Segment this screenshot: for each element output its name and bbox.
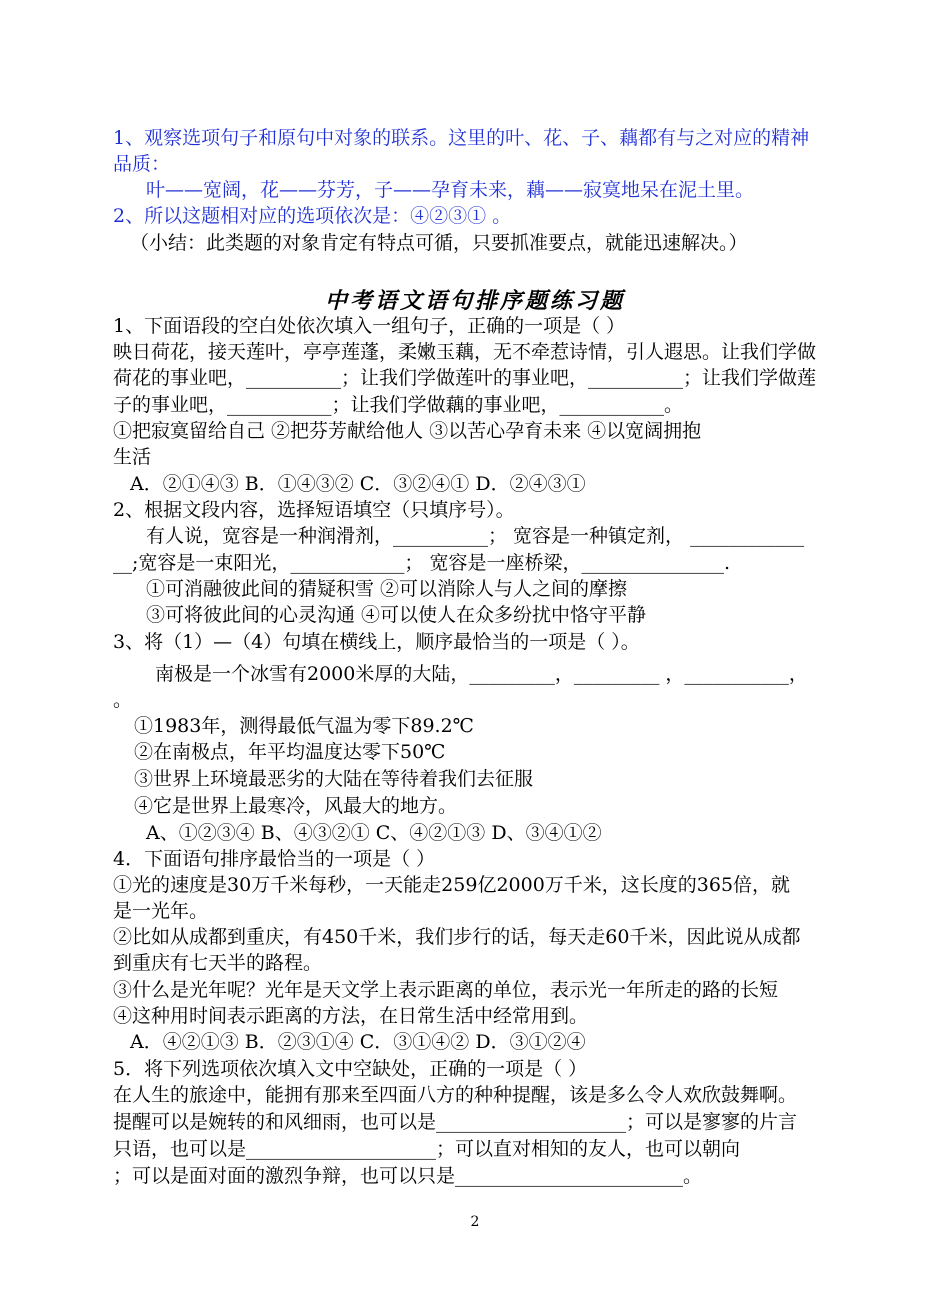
- q3-line-6: ③世界上环境最恶劣的大陆在等待着我们去征服: [134, 768, 534, 790]
- q2-line-3: __;宽容是一束阳光，____________； 宽容是一座桥梁，_______________.: [113, 552, 730, 574]
- q5-line-2: 在人生的旅途中，能拥有那来至四面八方的种种提醒，该是多么令人欢欣鼓舞啊。: [113, 1084, 798, 1106]
- summary-line-1: 1、观察选项句子和原句中对象的联系。这里的叶、花、子、藕都有与之对应的精神: [113, 127, 810, 149]
- q5-line-4: 只语，也可以是____________________；可以直对相知的友人，也可以朝向: [113, 1138, 741, 1160]
- q2-line-1: 2、根据文段内容，选择短语填空（只填序号）。: [113, 499, 515, 521]
- q4-line-1: 4．下面语句排序最恰当的一项是（ ）: [113, 848, 436, 870]
- q5-line-5: ；可以是面对面的激烈争辩，也可以只是________________________。: [113, 1165, 703, 1187]
- q4-line-7: ④这种用时间表示距离的方法，在日常生活中经常用到。: [113, 1005, 589, 1027]
- q3-line-7: ④它是世界上最寒冷，风最大的地方。: [134, 795, 458, 817]
- page-number: 2: [470, 1214, 480, 1230]
- summary-line-4: 2、所以这题相对应的选项依次是：④②③① 。: [113, 205, 512, 227]
- q2-line-5: ③可将彼此间的心灵沟通 ④可以使人在众多纷扰中恪守平静: [146, 604, 647, 626]
- q4-line-5: 到重庆有七天半的路程。: [113, 952, 323, 974]
- q4-line-6: ③什么是光年呢？光年是天文学上表示距离的单位，表示光一年所走的路的长短: [113, 979, 779, 1001]
- summary-line-2: 品质：: [113, 153, 171, 175]
- q3-line-3: 。: [113, 689, 133, 711]
- q1-line-4: 子的事业吧，___________；让我们学做藕的事业吧，___________。: [113, 394, 684, 416]
- q1-line-1: 1、下面语段的空白处依次填入一组句子，正确的一项是（ ）: [113, 315, 626, 337]
- q1-line-5: ①把寂寞留给自己 ②把芬芳献给他人 ③以苦心孕育未来 ④以宽阔拥抱: [113, 420, 702, 442]
- q2-line-4: ①可消融彼此间的猜疑积雪 ②可以消除人与人之间的摩擦: [146, 578, 628, 600]
- q3-line-5: ②在南极点，年平均温度达零下50℃: [134, 741, 446, 763]
- q4-line-4: ②比如从成都到重庆，有450千米，我们步行的话，每天走60千米，因此说从成都: [113, 926, 801, 948]
- q4-options: A．④②①③ B．②③①④ C．③①④② D．③①②④: [130, 1031, 586, 1053]
- q3-line-4: ①1983年，测得最低气温为零下89.2℃: [134, 715, 474, 737]
- q4-line-2: ①光的速度是30万千米每秒，一天能走259亿2000万千米，这长度的365倍，就: [113, 874, 791, 896]
- summary-line-5: （小结：此类题的对象肯定有特点可循，只要抓准要点，就能迅速解决。）: [130, 232, 748, 254]
- q5-line-1: 5．将下列选项依次填入文中空缺处，正确的一项是（ ）: [113, 1058, 588, 1080]
- q1-line-3: 荷花的事业吧，__________；让我们学做莲叶的事业吧，__________；让我们学做莲: [113, 367, 817, 389]
- q1-line-2: 映日荷花，接天莲叶，亭亭莲蓬，柔嫩玉藕，无不牵惹诗情，引人遐思。让我们学做: [113, 341, 817, 363]
- q2-line-2: 有人说，宽容是一种润滑剂，__________； 宽容是一种镇定剂， ____________: [146, 525, 805, 547]
- q5-line-3: 提醒可以是婉转的和风细雨，也可以是____________________；可以是寥寥的片言: [113, 1111, 798, 1133]
- summary-line-3: 叶——宽阔，花——芬芳，子——孕育未来，藕——寂寞地呆在泥土里。: [146, 179, 755, 201]
- q1-options: A．②①④③ B．①④③② C．③②④① D．②④③①: [130, 473, 586, 495]
- q1-line-6: 生活: [113, 446, 152, 468]
- q4-line-3: 是一光年。: [113, 900, 209, 922]
- exercise-title: 中考语文语句排序题练习题: [324, 288, 625, 314]
- q3-options: A、①②③④ B、④③②① C、④②①③ D、③④①②: [146, 822, 602, 844]
- q3-line-2: 南极是一个冰雪有2000米厚的大陆，_________，_________ ，___________，: [155, 663, 808, 685]
- q3-line-1: 3、将（1）—（4）句填在横线上，顺序最恰当的一项是（ ）。: [113, 631, 640, 653]
